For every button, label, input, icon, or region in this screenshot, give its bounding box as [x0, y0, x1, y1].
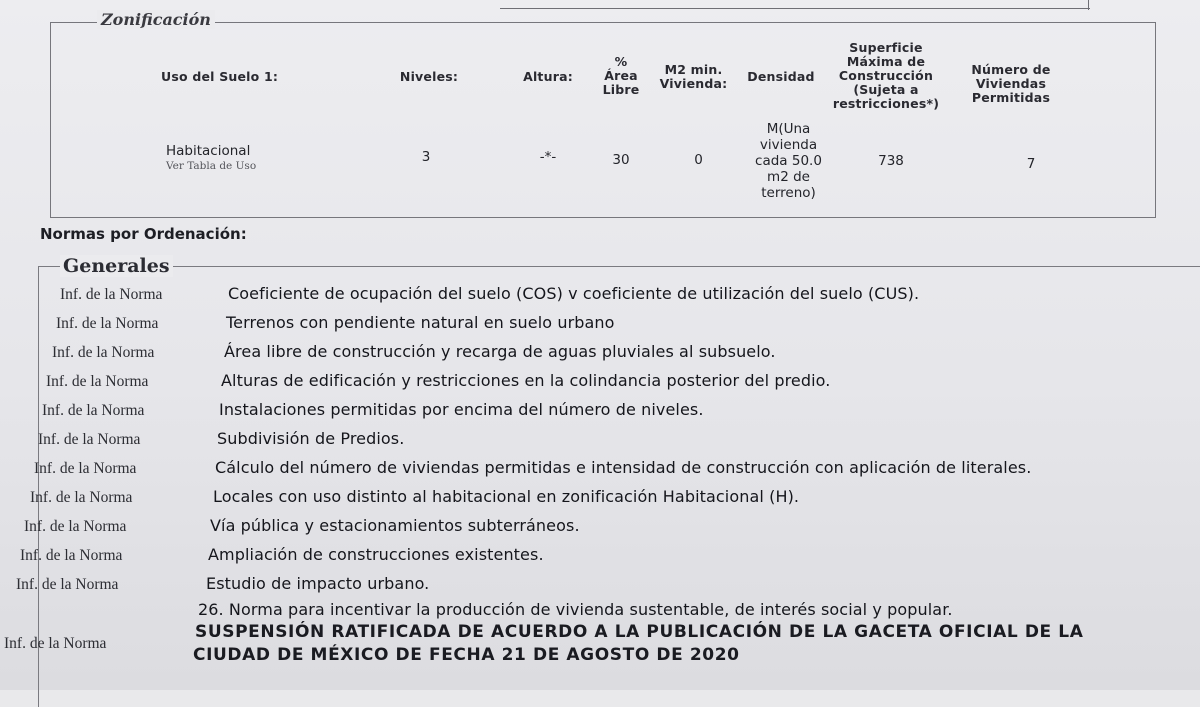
norma-text: Estudio de impacto urbano. — [206, 574, 430, 593]
norma-info-link[interactable]: Inf. de la Norma — [42, 402, 145, 419]
norma-text: Área libre de construcción y recarga de aguas pluviales al subsuelo. — [224, 342, 776, 361]
value-densidad-line: m2 de — [767, 169, 810, 185]
norma-info-link[interactable]: Inf. de la Norma — [60, 286, 163, 303]
header-superficie-line: (Sujeta a — [853, 82, 919, 97]
header-superficie — [821, 41, 951, 111]
norma-text: Instalaciones permitidas por encima del número de niveles. — [219, 400, 704, 419]
norma-info-link[interactable]: Inf. de la Norma — [34, 460, 137, 477]
ver-tabla-de-uso-link[interactable]: Ver Tabla de Uso — [166, 160, 257, 172]
header-superficie-line: Superficie — [849, 40, 923, 55]
zonificacion-box — [50, 10, 1156, 218]
generales-title: Generales — [60, 255, 173, 277]
value-m2-min: 0 — [694, 152, 703, 168]
previous-section-border — [500, 8, 1090, 9]
header-uso-suelo: Uso del Suelo 1: — [161, 69, 279, 84]
header-m2-min — [651, 63, 736, 91]
header-m2-min-line: Vivienda: — [659, 76, 728, 91]
header-superficie-line: Máxima de — [846, 54, 926, 69]
header-num-viviendas-line: Permitidas — [971, 90, 1051, 105]
value-densidad — [741, 121, 836, 201]
norma-26-text: 26. Norma para incentivar la producción de vivienda sustentable, de interés social y popular. — [198, 600, 953, 619]
header-superficie-line: Construcción — [838, 68, 934, 83]
norma-text: Terrenos con pendiente natural en suelo urbano — [226, 313, 615, 332]
norma-info-link[interactable]: Inf. de la Norma — [38, 431, 141, 448]
norma-info-link[interactable]: Inf. de la Norma — [16, 576, 119, 593]
norma-text: Coeficiente de ocupación del suelo (COS) v coeficiente de utilización del suelo (CUS). — [228, 284, 920, 303]
value-niveles: 3 — [421, 149, 431, 165]
norma-info-link[interactable]: Inf. de la Norma — [20, 547, 123, 564]
header-niveles: Niveles: — [399, 69, 459, 84]
norma-info-link[interactable]: Inf. de la Norma — [30, 489, 133, 506]
value-densidad-line: cada 50.0 — [755, 153, 822, 169]
norma-text: Cálculo del número de viviendas permitidas e intensidad de construcción con aplicación de literales. — [215, 458, 1032, 477]
norma-text: Vía pública y estacionamientos subterráneos. — [210, 516, 580, 535]
value-densidad-line: vivienda — [759, 137, 818, 153]
normas-title: Normas por Ordenación: — [40, 225, 247, 243]
header-altura: Altura: — [523, 69, 573, 84]
header-densidad: Densidad — [747, 69, 815, 84]
header-m2-min-line: M2 min. — [664, 62, 723, 77]
norma-info-link[interactable]: Inf. de la Norma — [24, 518, 127, 535]
value-superficie: 738 — [878, 153, 904, 169]
norma-text: Locales con uso distinto al habitacional en zonificación Habitacional (H). — [213, 487, 800, 506]
norma-info-link[interactable]: Inf. de la Norma — [46, 373, 149, 390]
header-num-viviendas-line: Número de — [971, 62, 1051, 77]
value-densidad-line: M(Una — [766, 121, 811, 137]
value-altura: -*- — [539, 149, 557, 165]
value-densidad-line: terreno) — [761, 185, 816, 201]
value-num-viviendas: 7 — [1026, 156, 1036, 172]
zonificacion-title: Zonificación — [97, 10, 215, 29]
header-area-libre — [586, 55, 656, 97]
previous-section-border-corner — [1088, 0, 1089, 10]
norma-info-link[interactable]: Inf. de la Norma — [56, 315, 159, 332]
norma-info-link[interactable]: Inf. de la Norma — [52, 344, 155, 361]
header-area-libre-line: Área — [604, 68, 638, 83]
suspension-notice-line-1: SUSPENSIÓN RATIFICADA DE ACUERDO A LA PUBLICACIÓN DE LA GACETA OFICIAL DE LA — [195, 622, 1084, 642]
header-superficie-line: restricciones*) — [832, 96, 940, 111]
norma-text: Ampliación de construcciones existentes. — [208, 545, 544, 564]
norma-text: Subdivisión de Predios. — [217, 429, 405, 448]
value-uso-suelo: Habitacional — [166, 143, 251, 159]
suspension-notice-line-2: CIUDAD DE MÉXICO DE FECHA 21 DE AGOSTO DE 2020 — [193, 645, 740, 665]
norma-text: Alturas de edificación y restricciones en la colindancia posterior del predio. — [221, 371, 831, 390]
value-area-libre: 30 — [612, 152, 630, 168]
header-area-libre-line: Libre — [602, 82, 640, 97]
header-num-viviendas-line: Viviendas — [975, 76, 1047, 91]
header-num-viviendas — [961, 63, 1061, 105]
norma-info-link[interactable]: Inf. de la Norma — [4, 635, 107, 652]
header-area-libre-line: % — [614, 54, 628, 69]
